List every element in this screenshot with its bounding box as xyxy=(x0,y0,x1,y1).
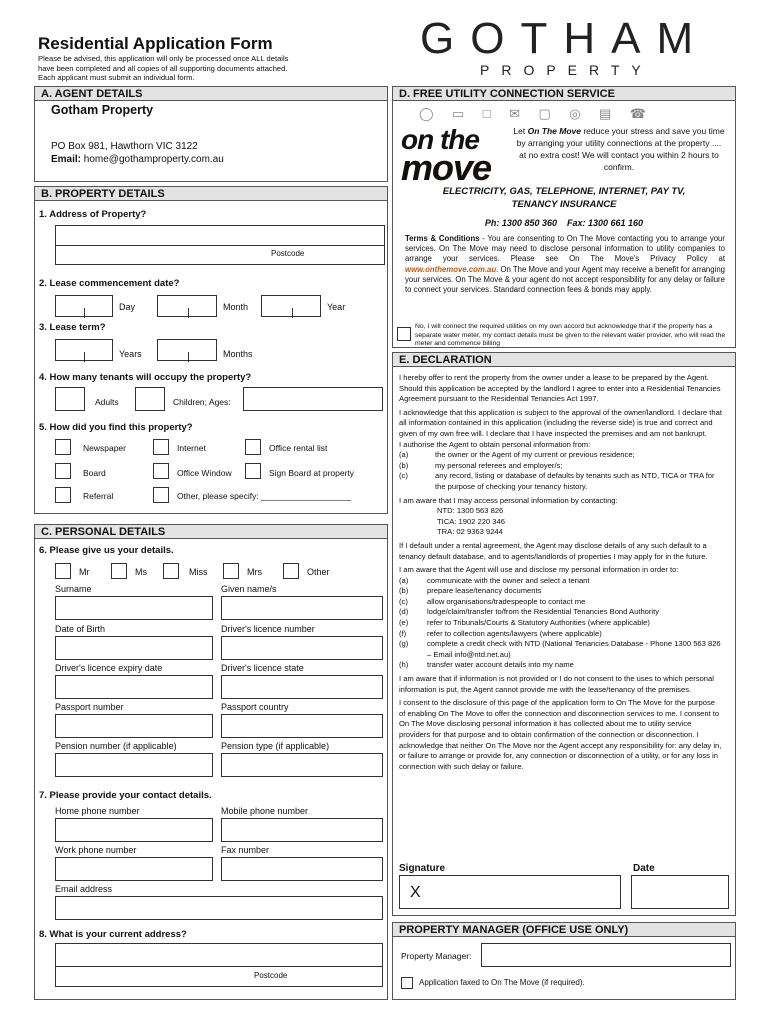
email-address-label: Email address xyxy=(55,884,113,894)
question-address: 1. Address of Property? xyxy=(39,209,147,220)
referral-label: Referral xyxy=(83,491,114,501)
sign-board-checkbox[interactable] xyxy=(245,463,261,479)
utility-phone: Ph: 1300 850 360 xyxy=(484,218,557,228)
declaration-paragraph: I consent to the disclosure of this page of the application form to On The Move for the purpose of enabling On The Move to offer the connection and disconnection services to me. I consent to On The Move disclosing personal information it has collected about me to utility service providers for that purpose and to obtain confirmation of the connection or disconnection. I acknowledge that neither On The Move nor the Agent accept any responsibility for: any delay in, or failure to arrange or provide for, any connection or disconnection of a utility, or for any loss in connection with such delay or failure. xyxy=(399,698,722,771)
signature-input[interactable] xyxy=(399,875,621,909)
section-heading: D. FREE UTILITY CONNECTION SERVICE xyxy=(393,87,735,101)
list-marker: (a) xyxy=(399,450,409,460)
question-current-address: 8. What is your current address? xyxy=(39,929,187,940)
lease-months-input[interactable] xyxy=(157,339,217,361)
licence-number-label: Driver's licence number xyxy=(221,624,315,634)
licence-expiry-input[interactable] xyxy=(55,675,213,699)
current-address-input[interactable] xyxy=(55,943,383,987)
plug-icon: ▭ xyxy=(452,106,465,121)
utility-services xyxy=(393,185,735,211)
list-text: transfer water account details into my name xyxy=(427,660,574,670)
list-item xyxy=(399,597,723,608)
list-marker: (g) xyxy=(399,639,409,649)
children-input[interactable] xyxy=(135,387,165,411)
property-details-panel xyxy=(34,186,388,514)
postcode-label: Postcode xyxy=(254,971,288,980)
section-heading: B. PROPERTY DETAILS xyxy=(35,187,387,201)
logo-sub: PROPERTY xyxy=(480,62,653,78)
internet-checkbox[interactable] xyxy=(153,439,169,455)
office-rental-list-checkbox[interactable] xyxy=(245,439,261,455)
pension-number-input[interactable] xyxy=(55,753,213,777)
list-item xyxy=(399,629,723,640)
contact-line: NTD: 1300 563 826 xyxy=(437,506,504,516)
licence-expiry-label: Driver's licence expiry date xyxy=(55,663,163,673)
title-mrs-checkbox[interactable] xyxy=(223,563,239,579)
lease-month-input[interactable] xyxy=(157,295,217,317)
date-label: Date xyxy=(633,863,655,874)
work-phone-input[interactable] xyxy=(55,857,213,881)
adults-input[interactable] xyxy=(55,387,85,411)
home-phone-label: Home phone number xyxy=(55,806,140,816)
licence-number-input[interactable] xyxy=(221,636,383,660)
declaration-paragraph: I am aware that the Agent will use and disclose my personal information in order to: xyxy=(399,565,679,575)
declaration-paragraph: I am aware that if information is not provided or I do not consent to the uses to which personal information is put, the Agent cannot provide me with the lease/tenancy of the premises. xyxy=(399,674,714,694)
declaration-paragraph: I acknowledge that this application is subject to the approval of the owner/landlord. I declare that all information contained in this application (including the reverse side) is true and correct and given of my own free will. I declare that I have inspected the premises and am not bankrupt. xyxy=(399,407,722,438)
passport-country-input[interactable] xyxy=(221,714,383,738)
declaration-paragraph: I authorise the Agent to obtain personal information from: xyxy=(399,439,591,449)
terms-text: . On The Move and your Agent may receive a benefit for arranging your services. On The Move & your agent do not accept responsibility for any delay or failure to connect your services. Standard connection fees & bonds may apply. xyxy=(405,264,725,295)
question-lease-term: 3. Lease term? xyxy=(39,322,106,333)
section-heading: C. PERSONAL DETAILS xyxy=(35,525,387,539)
pension-number-label: Pension number (if applicable) xyxy=(55,741,177,751)
logo-name: GOTHAM xyxy=(420,14,710,63)
list-item xyxy=(399,660,723,671)
passport-country-label: Passport country xyxy=(221,702,289,712)
list-marker: (c) xyxy=(399,471,408,481)
list-marker: (a) xyxy=(399,575,409,585)
board-checkbox[interactable] xyxy=(55,463,71,479)
section-heading: E. DECLARATION xyxy=(393,353,735,367)
postcode-label: Postcode xyxy=(271,249,305,258)
question-contact: 7. Please provide your contact details. xyxy=(39,790,212,801)
monitor-icon: ▢ xyxy=(538,106,551,121)
list-marker: (b) xyxy=(399,586,409,596)
title-ms-label: Ms xyxy=(135,567,147,577)
optout-text: No, I will connect the required utilities on my own accord but acknowledge that if the property has a separate water meter, my contact details must be given to the relevant water provider, who will read the meter and commence billing xyxy=(415,323,726,348)
email-address-input[interactable] xyxy=(55,896,383,920)
blurb-brand: On The Move xyxy=(527,126,581,136)
utility-panel xyxy=(392,86,736,348)
mail-icon: ✉ xyxy=(509,106,520,121)
passport-number-label: Passport number xyxy=(55,702,124,712)
office-window-label: Office Window xyxy=(177,468,232,478)
utility-terms xyxy=(405,234,725,295)
lease-day-input[interactable] xyxy=(55,295,113,317)
date-input[interactable] xyxy=(631,875,729,909)
passport-number-input[interactable] xyxy=(55,714,213,738)
blurb-post: reduce your stress and save you time by arranging your utility connections at the property .... at no extra cost! We will contact you within 2 hours to confirm. xyxy=(516,126,725,172)
pension-type-input[interactable] xyxy=(221,753,383,777)
utility-contact xyxy=(393,218,735,228)
day-label: Day xyxy=(119,302,136,312)
list-marker: (d) xyxy=(399,607,409,617)
utility-fax: Fax: 1300 661 160 xyxy=(567,218,644,228)
declaration-panel xyxy=(392,352,736,916)
declaration-paragraph: If I default under a rental agreement, the Agent may disclose details of any such default to a tenancy default database, and to agents/landlords of properties I may apply for in the future. xyxy=(399,540,708,561)
list-text: refer to collection agents/lawyers (where applicable) xyxy=(427,628,602,638)
faxed-checkbox[interactable] xyxy=(401,977,413,989)
blurb-pre: Let xyxy=(513,126,528,136)
month-label: Month xyxy=(223,302,249,312)
list-marker: (c) xyxy=(399,596,408,606)
list-text: allow organisations/tradespeople to contact me xyxy=(427,596,586,606)
surname-label: Surname xyxy=(55,584,92,594)
property-manager-label: Property Manager: xyxy=(401,951,472,961)
adults-label: Adults xyxy=(95,397,119,407)
personal-details-panel xyxy=(34,524,388,1000)
list-item xyxy=(399,639,723,660)
declaration-body xyxy=(399,373,723,772)
utility-blurb xyxy=(513,125,725,173)
list-text: complete a credit check with NTD (National Tenancies Database - Phone 1300 563 826 – Email info@ntd.net.au) xyxy=(427,639,721,659)
list-item xyxy=(399,586,723,597)
dob-input[interactable] xyxy=(55,636,213,660)
property-address-input[interactable] xyxy=(55,225,385,265)
fax-number-input[interactable] xyxy=(221,857,383,881)
mobile-phone-label: Mobile phone number xyxy=(221,806,309,816)
declaration-paragraph: I am aware that I may access personal information by contacting: xyxy=(399,495,618,505)
other-source-label: Other, please specify: ___________________ xyxy=(177,491,351,501)
office-window-checkbox[interactable] xyxy=(153,463,169,479)
logo-line1: on the xyxy=(401,124,479,155)
list-text: my personal referees and employer/s; xyxy=(435,460,563,470)
office-rental-list-label: Office rental list xyxy=(269,443,328,453)
tv-icon: □ xyxy=(482,106,491,121)
signature-label: Signature xyxy=(399,863,446,874)
property-manager-input[interactable] xyxy=(481,943,731,967)
other-source-checkbox[interactable] xyxy=(153,487,169,503)
title-mr-checkbox[interactable] xyxy=(55,563,71,579)
lightbulb-icon: ◯ xyxy=(419,106,434,121)
flame-icon: ◎ xyxy=(569,106,581,121)
work-phone-label: Work phone number xyxy=(55,845,137,855)
list-item xyxy=(399,450,723,461)
title-ms-checkbox[interactable] xyxy=(111,563,127,579)
referral-checkbox[interactable] xyxy=(55,487,71,503)
services-line: TENANCY INSURANCE xyxy=(511,199,617,210)
list-item xyxy=(399,461,723,472)
utility-icons xyxy=(419,105,660,123)
list-marker: (e) xyxy=(399,618,409,628)
list-item xyxy=(399,618,723,629)
title-other-checkbox[interactable] xyxy=(283,563,299,579)
fax-number-label: Fax number xyxy=(221,845,270,855)
lease-years-input[interactable] xyxy=(55,339,113,361)
sign-board-label: Sign Board at property xyxy=(269,468,355,478)
list-text: prepare lease/tenancy documents xyxy=(427,586,542,596)
intro-line: Each applicant must submit an individual form. xyxy=(38,73,195,82)
list-marker: (f) xyxy=(399,628,407,638)
page-title: Residential Application Form xyxy=(38,34,273,53)
internet-label: Internet xyxy=(177,443,206,453)
given-names-label: Given name/s xyxy=(221,584,277,594)
title-mr-label: Mr xyxy=(79,567,90,577)
terms-text: - You are consenting to On The Move contacting you to arrange your services. On The Move may need to disclose personal information to utility companies to arrange your services. Please see On The Move's Privacy Policy at xyxy=(405,234,725,264)
list-item xyxy=(399,576,723,587)
signature-mark: X xyxy=(410,884,421,901)
title-miss-label: Miss xyxy=(189,567,208,577)
agent-email xyxy=(51,154,224,165)
surname-input[interactable] xyxy=(55,596,213,620)
pension-type-label: Pension type (if applicable) xyxy=(221,741,330,751)
given-names-input[interactable] xyxy=(221,596,383,620)
lease-year-input[interactable] xyxy=(261,295,321,317)
section-heading: PROPERTY MANAGER (OFFICE USE ONLY) xyxy=(393,923,735,937)
years-label: Years xyxy=(119,349,142,359)
logo-line2: move xyxy=(401,147,492,188)
mobile-phone-input[interactable] xyxy=(221,818,383,842)
question-lease-date: 2. Lease commencement date? xyxy=(39,278,180,289)
licence-state-label: Driver's licence state xyxy=(221,663,304,673)
title-mrs-label: Mrs xyxy=(247,567,262,577)
question-source: 5. How did you find this property? xyxy=(39,422,193,433)
laptop-icon: ▤ xyxy=(598,106,612,121)
property-manager-panel xyxy=(392,922,736,1000)
intro-line: have been completed and all copies of all supporting documents attached. xyxy=(38,63,288,73)
faxed-label: Application faxed to On The Move (if required). xyxy=(419,978,585,987)
title-other-label: Other xyxy=(307,567,330,577)
newspaper-label: Newspaper xyxy=(83,443,126,453)
agent-details-panel xyxy=(34,86,388,182)
list-text: any record, listing or database of defaults by tenants such as NTD, TICA or TRA for the purpose of checking your tenancy history. xyxy=(435,471,715,491)
list-text: refer to Tribunals/Courts & Statutory Authorities (where applicable) xyxy=(427,618,650,628)
list-marker: (h) xyxy=(399,660,409,670)
list-marker: (b) xyxy=(399,460,409,470)
months-label: Months xyxy=(223,349,253,359)
list-item xyxy=(399,607,723,618)
list-item xyxy=(399,471,723,492)
section-heading: A. AGENT DETAILS xyxy=(35,87,387,101)
email-value: home@gothamproperty.com.au xyxy=(83,154,224,165)
contact-line: TICA: 1902 220 346 xyxy=(437,516,505,526)
home-phone-input[interactable] xyxy=(55,818,213,842)
children-label: Children; Ages: xyxy=(173,397,231,407)
optout-checkbox[interactable] xyxy=(397,327,411,341)
on-the-move-logo xyxy=(401,124,511,188)
children-ages-input[interactable] xyxy=(243,387,383,411)
intro-line: Please be advised, this application will only be processed once ALL details xyxy=(38,54,289,63)
terms-link[interactable]: www.onthemove.com.au xyxy=(405,264,497,274)
dob-label: Date of Birth xyxy=(55,624,106,634)
phone-icon: ☎ xyxy=(629,106,646,121)
question-tenants: 4. How many tenants will occupy the property? xyxy=(39,372,252,383)
question-details: 6. Please give us your details. xyxy=(39,545,174,556)
contact-line: TRA: 02 9363 9244 xyxy=(437,527,503,537)
list-text: lodge/claim/transfer to/from the Residential Tenancies Bond Authority xyxy=(427,607,660,617)
list-text: the owner or the Agent of my current or previous residence; xyxy=(435,450,635,460)
board-label: Board xyxy=(83,468,106,478)
declaration-paragraph: I hereby offer to rent the property from the owner under a lease to be prepared by the Agent. Should this application be accepted by the landlord I agree to enter into a Residential Tenancies Agreement pursuant to the Residential Tenancies Act 1997. xyxy=(399,373,721,404)
terms-title: Terms & Conditions xyxy=(405,234,480,243)
year-label: Year xyxy=(327,302,346,312)
newspaper-checkbox[interactable] xyxy=(55,439,71,455)
list-text: communicate with the owner and select a tenant xyxy=(427,575,590,585)
email-label: Email: xyxy=(51,154,82,165)
title-miss-checkbox[interactable] xyxy=(163,563,179,579)
agent-address: PO Box 981, Hawthorn VIC 3122 xyxy=(51,141,198,152)
agent-name: Gotham Property xyxy=(51,103,154,117)
intro-text xyxy=(38,54,358,83)
services-line: ELECTRICITY, GAS, TELEPHONE, INTERNET, PAY TV, xyxy=(442,186,686,197)
licence-state-input[interactable] xyxy=(221,675,383,699)
